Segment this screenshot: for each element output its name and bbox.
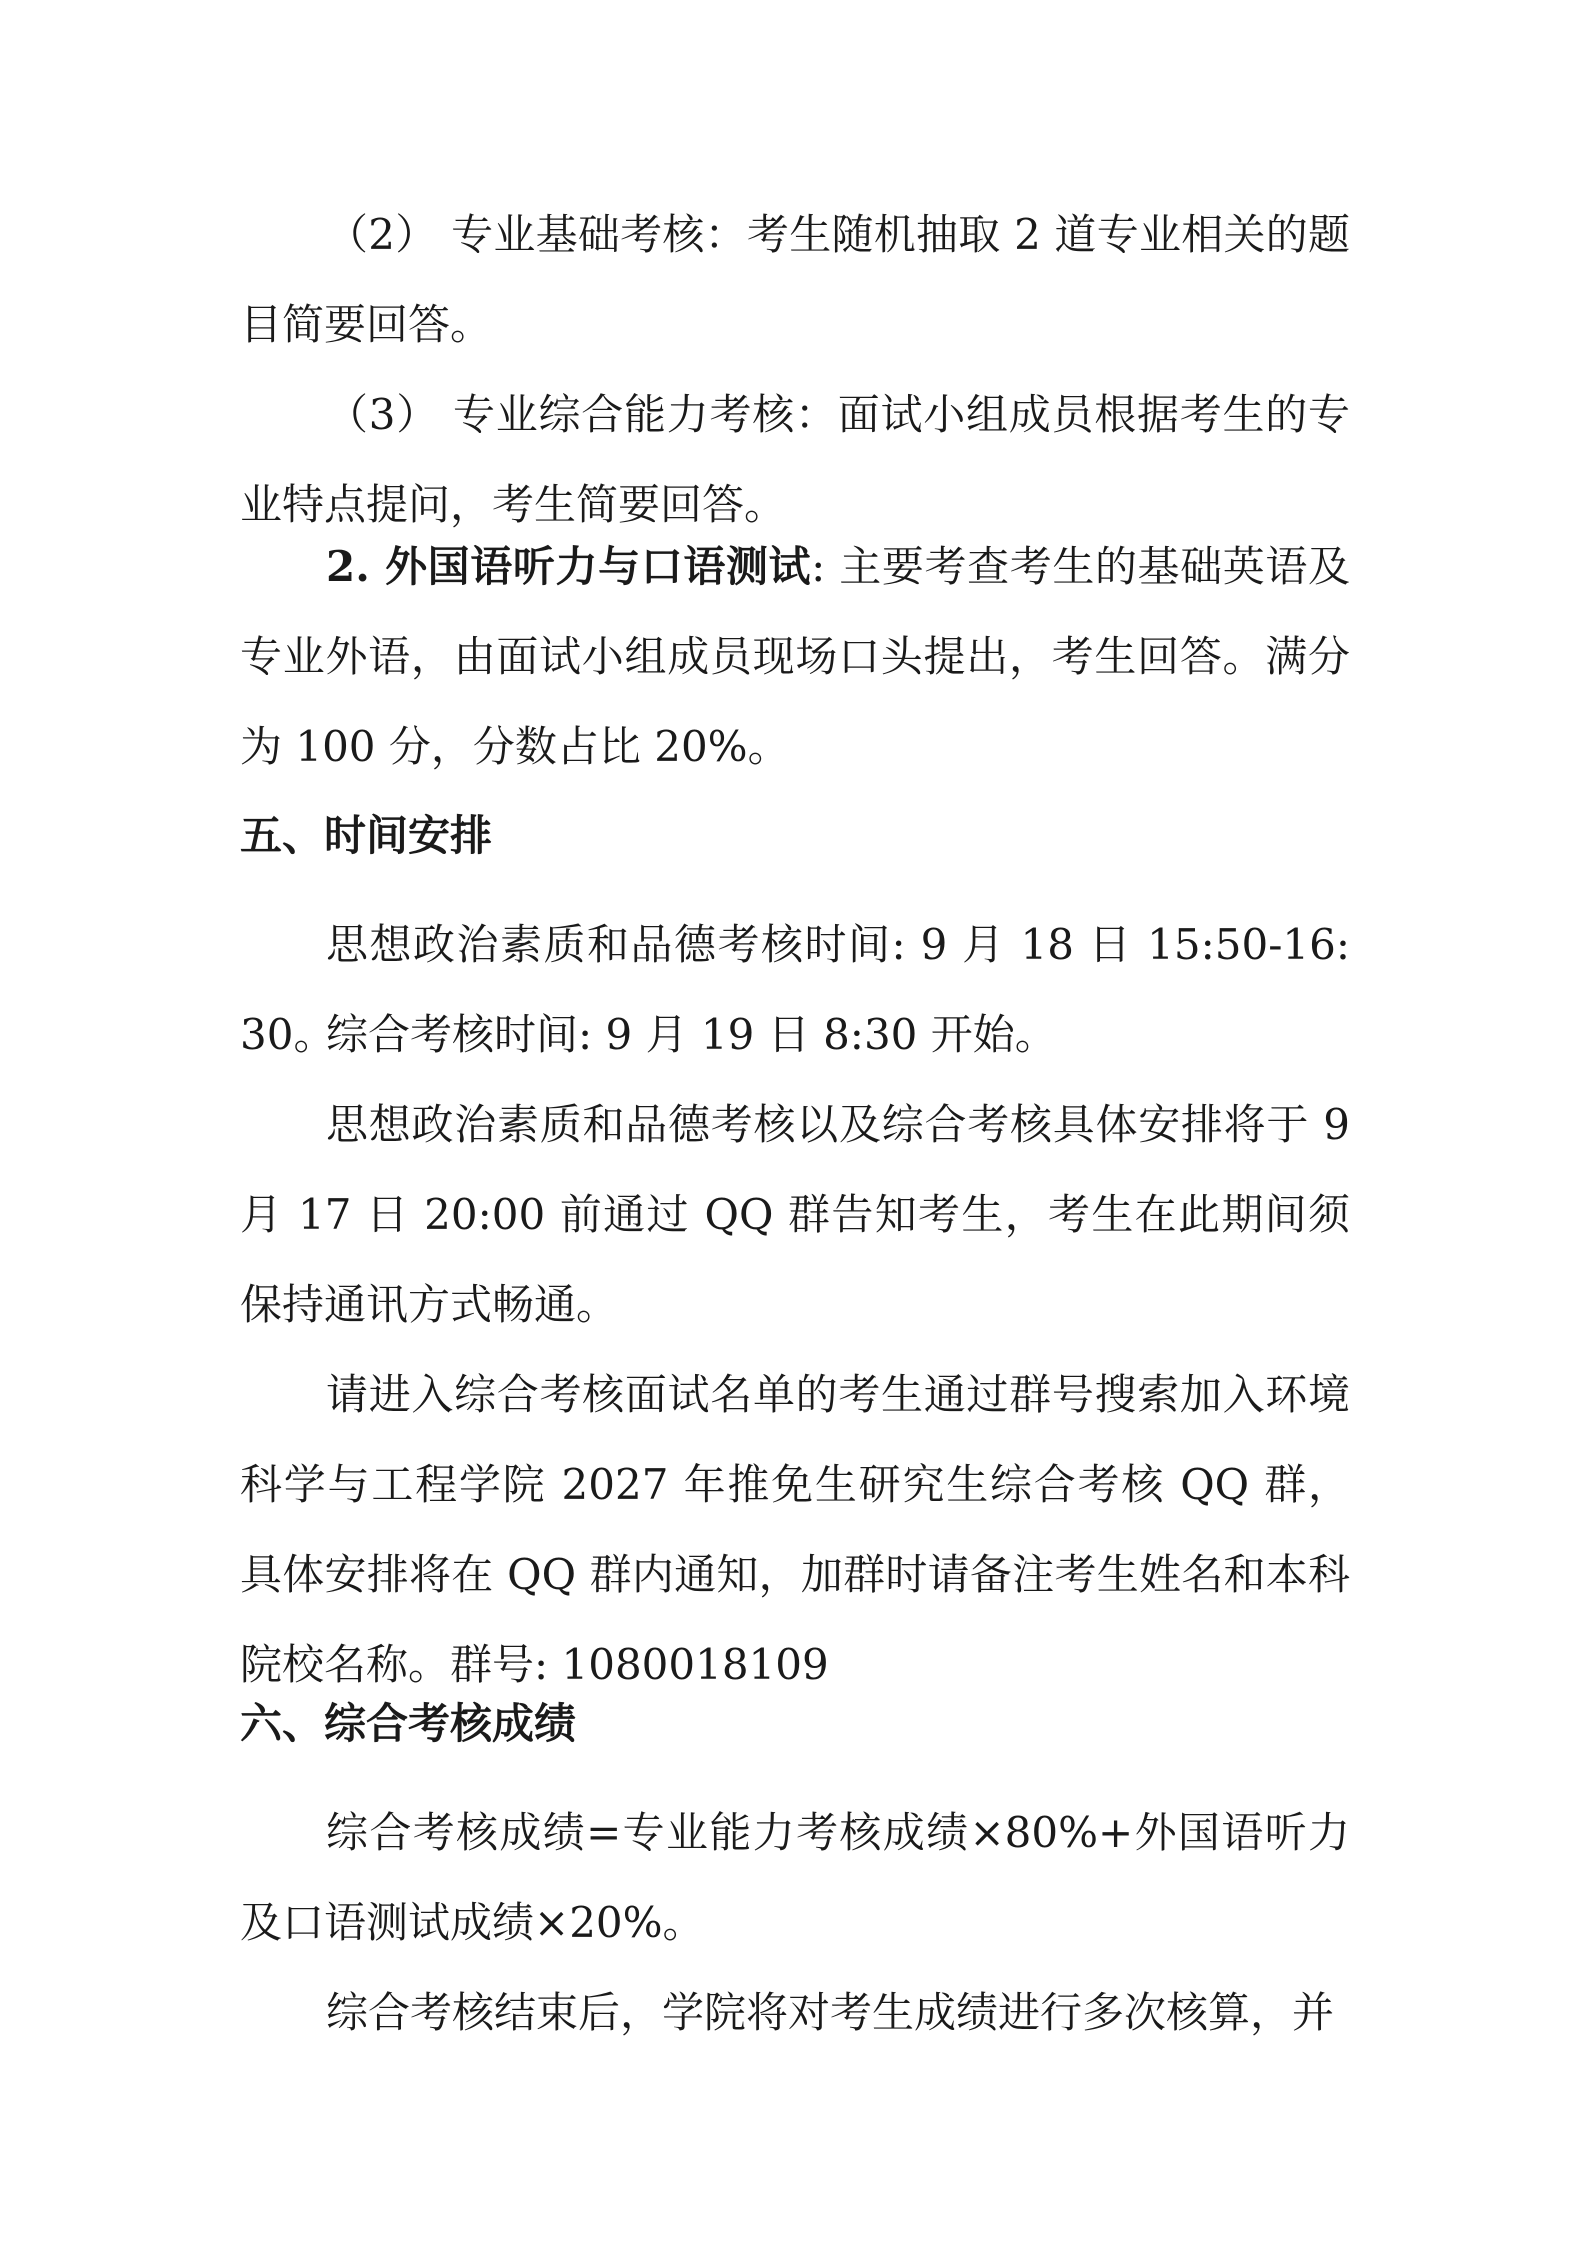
paragraph-schedule-notice: 思想政治素质和品德考核以及综合考核具体安排将于 9 月 17 日 20:00 前通过 QQ 群告知考生，考生在此期间须保持通讯方式畅通。 [240, 1100, 1350, 1329]
paragraph-schedule-ethics-time: 思想政治素质和品德考核时间: 9 月 18 日 15:50-16: 30。 [240, 920, 1350, 1059]
paragraph-score-formula: 综合考核成绩=专业能力考核成绩×80%+外国语听力及口语测试成绩×20%。 [240, 1808, 1350, 1947]
paragraph-schedule-comprehensive-time: 综合考核时间: 9 月 19 日 8:30 开始。 [326, 1010, 1057, 1059]
paragraph-item-2: （2） 专业基础考核：考生随机抽取 2 道专业相关的题目简要回答。 [240, 210, 1350, 349]
foreign-language-test-label: 2. 外国语听力与口语测试 [326, 542, 812, 591]
paragraph-foreign-language-test [240, 522, 1350, 792]
paragraph-item-3: （3） 专业综合能力考核：面试小组成员根据考生的专业特点提问，考生简要回答。 [240, 390, 1350, 529]
paragraph-score-review: 综合考核结束后，学院将对考生成绩进行多次核算，并 [326, 1988, 1335, 2037]
section-heading-schedule: 五、时间安排 [240, 811, 493, 860]
section-heading-scores: 六、综合考核成绩 [240, 1699, 577, 1748]
foreign-language-test-text: : 主要考查考生的基础英语及专业外语，由面试小组成员现场口头提出，考生回答。满分为 100 分，分数占比 20%。 [240, 542, 1350, 771]
paragraph-schedule-qq-group: 请进入综合考核面试名单的考生通过群号搜索加入环境科学与工程学院 2027 年推免生研究生综合考核 QQ 群，具体安排将在 QQ 群内通知，加群时请备注考生姓名和本科院校名称。群号: 1080018109 [240, 1370, 1350, 1689]
